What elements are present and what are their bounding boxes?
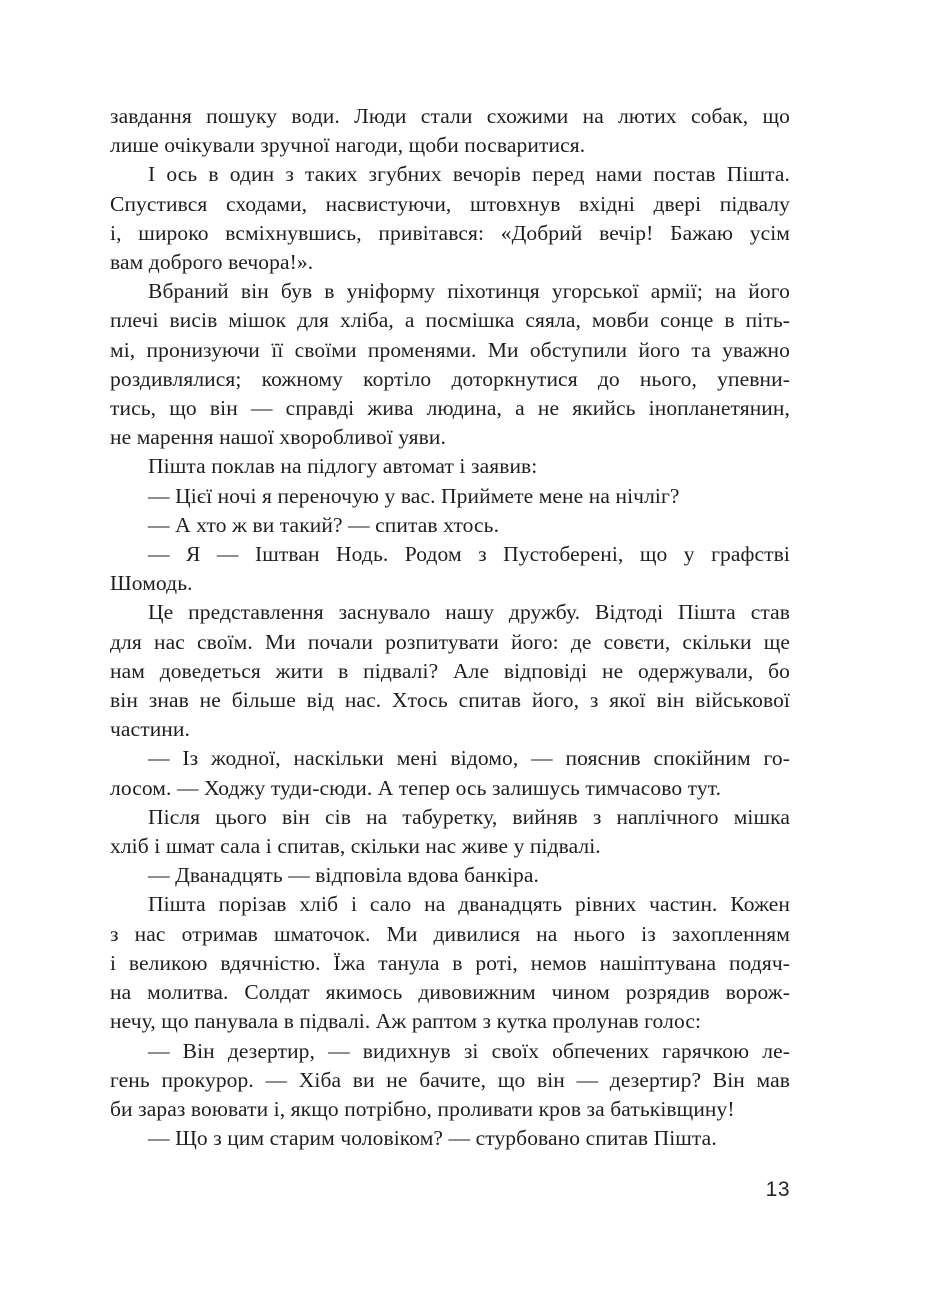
text-line: — Що з цим старим чоловіком? — стурбовано спитав Пішта. [148, 1126, 717, 1151]
page-number: 13 [765, 1178, 790, 1201]
text-line: Вбраний він був в уніформу піхотинця угорської армії; на його [148, 279, 790, 304]
text-line: мі, пронизуючи її своїми променями. Ми обступили його та уважно [110, 337, 790, 362]
text-line: — Він дезертир, — видихнув зі своїх обпечених гарячкою ле- [148, 1038, 790, 1063]
text-line: — Із жодної, наскільки мені відомо, — пояснив спокійним го- [148, 746, 790, 771]
text-line: з нас отримав шматочок. Ми дивилися на нього із захопленням [110, 921, 790, 946]
text-line: — Дванадцять — відповіла вдова банкіра. [148, 863, 539, 888]
paragraph [110, 744, 790, 802]
paragraph [110, 1124, 790, 1153]
paragraph [110, 890, 790, 1036]
text-line: Після цього він сів на табуретку, вийняв з наплічного мішка [148, 804, 790, 829]
text-line: лосом. — Ходжу туди-сюди. А тепер ось залишусь тимчасово тут. [110, 775, 722, 800]
text-line: на молитва. Солдат якимось дивовижним чином розрядив ворож- [110, 980, 790, 1005]
text-line: Спустився сходами, насвистуючи, штовхнув вхідні двері підвалу [110, 191, 790, 216]
text-line: Пішта порізав хліб і сало на дванадцять рівних частин. Кожен [148, 892, 790, 917]
text-line: завдання пошуку води. Люди стали схожими на лютих собак, що [110, 104, 790, 128]
text-line: вам доброго вечора!». [110, 250, 314, 275]
text-line: частини. [110, 717, 190, 742]
text-line: нам доведеться жити в підвалі? Але відповіді не одержували, бо [110, 658, 790, 683]
paragraph [110, 861, 790, 890]
paragraph [110, 102, 790, 160]
text-line: плечі висів мішок для хліба, а посмішка сяяла, мовби сонце в піть- [110, 308, 790, 333]
text-line: — Я — Іштван Нодь. Родом з Пустоберені, що у графстві [148, 542, 790, 567]
text-line: не марення нашої хворобливої уяви. [110, 425, 446, 450]
paragraph [110, 511, 790, 540]
text-line: роздивлялися; кожному кортіло доторкнутися до нього, упевни- [110, 366, 790, 391]
paragraph [110, 277, 790, 452]
paragraph [110, 452, 790, 481]
text-line: — Цієї ночі я переночую у вас. Приймете мене на нічліг? [148, 483, 680, 508]
text-line: Шомодь. [110, 571, 193, 596]
text-line: нечу, що панувала в підвалі. Аж раптом з кутка пролунав голос: [110, 1009, 702, 1034]
text-line: і великою вдячністю. Їжа танула в роті, немов нашіптувана подяч- [110, 950, 790, 975]
text-line: хліб і шмат сала і спитав, скільки нас живе у підвалі. [110, 834, 601, 859]
text-line: — А хто ж ви такий? — спитав хтось. [148, 512, 500, 537]
text-line: гень прокурор. — Хіба ви не бачите, що він — дезертир? Він мав [110, 1067, 790, 1092]
text-line: для нас своїм. Ми почали розпитувати його: де совєти, скільки ще [110, 629, 790, 654]
text-line: тись, що він — справді жива людина, а не якийсь інопланетянин, [110, 396, 790, 421]
text-line: і, широко всміхнувшись, привітався: «Добрий вечір! Бажаю усім [110, 220, 790, 245]
text-line: Пішта поклав на підлогу автомат і заявив: [148, 454, 538, 479]
text-line: лише очікували зручної нагоди, щоби посваритися. [110, 133, 586, 158]
text-line: Це представлення заснувало нашу дружбу. Відтоді Пішта став [148, 600, 790, 625]
paragraph [110, 482, 790, 511]
text-line: би зараз воювати і, якщо потрібно, проливати кров за батьківщину! [110, 1096, 735, 1121]
paragraph [110, 1037, 790, 1125]
paragraph [110, 803, 790, 861]
paragraph [110, 598, 790, 744]
paragraph [110, 160, 790, 277]
text-block [110, 102, 790, 1153]
paragraph [110, 540, 790, 598]
text-line: І ось в один з таких згубних вечорів перед нами постав Пішта. [148, 162, 790, 187]
text-line: він знав не більше від нас. Хтось спитав його, з якої він військової [110, 688, 790, 713]
